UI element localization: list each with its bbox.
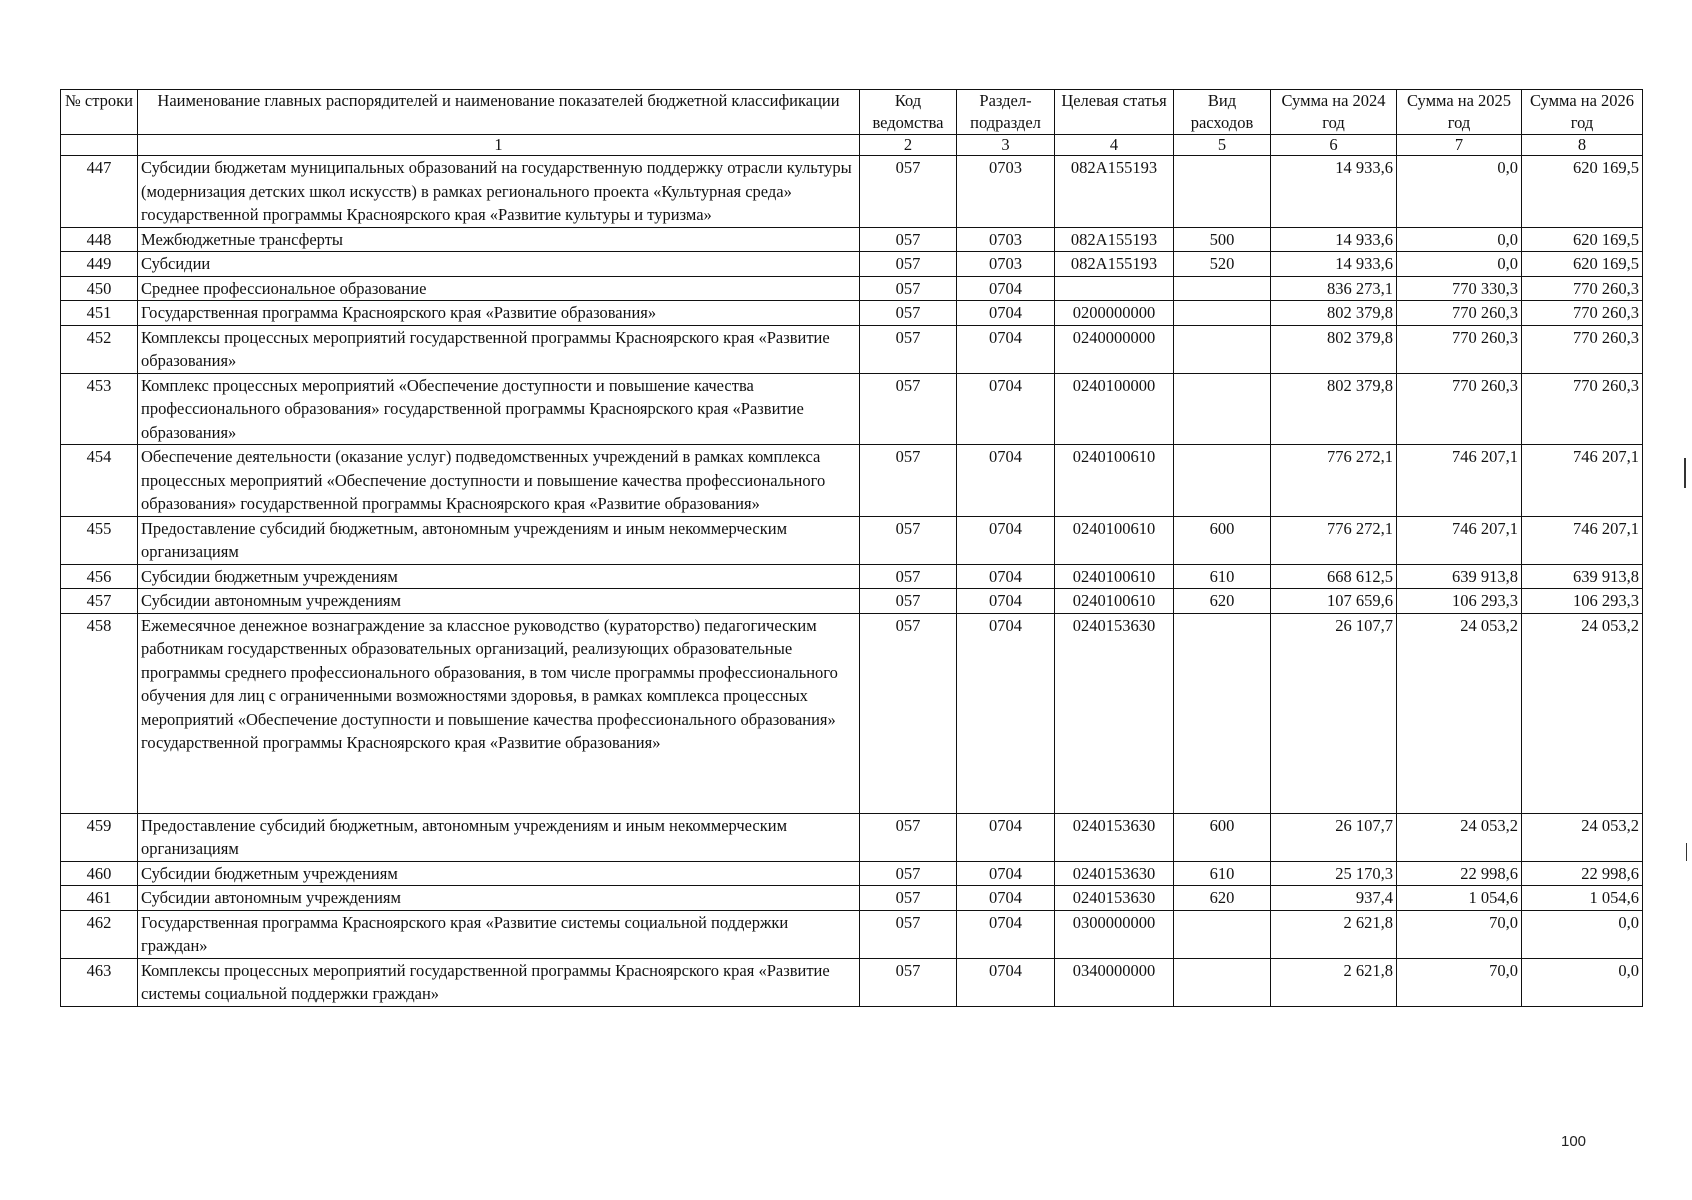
row-expense-kind — [1174, 613, 1271, 813]
row-target-article: 0240100610 — [1055, 564, 1174, 589]
row-sum-2026: 770 260,3 — [1522, 301, 1643, 326]
row-target-article: 082A155193 — [1055, 156, 1174, 228]
row-number: 463 — [61, 958, 138, 1006]
row-sum-2024: 2 621,8 — [1271, 958, 1397, 1006]
row-expense-kind — [1174, 276, 1271, 301]
row-expense-kind: 520 — [1174, 252, 1271, 277]
row-expense-kind — [1174, 958, 1271, 1006]
row-sum-2026: 0,0 — [1522, 958, 1643, 1006]
row-number: 447 — [61, 156, 138, 228]
page-number: 100 — [1561, 1133, 1587, 1150]
row-target-article: 082A155193 — [1055, 227, 1174, 252]
header-sum-2024: Сумма на 2024 год — [1271, 90, 1397, 135]
row-sum-2024: 668 612,5 — [1271, 564, 1397, 589]
column-number: 5 — [1174, 135, 1271, 156]
table-row — [61, 613, 1643, 813]
row-expense-kind: 620 — [1174, 589, 1271, 614]
row-sum-2026: 746 207,1 — [1522, 445, 1643, 517]
row-target-article: 0240153630 — [1055, 861, 1174, 886]
row-expense-kind — [1174, 156, 1271, 228]
row-sum-2026: 0,0 — [1522, 910, 1643, 958]
row-sum-2024: 776 272,1 — [1271, 445, 1397, 517]
row-name: Обеспечение деятельности (оказание услуг) подведомственных учреждений в рамках комплекса процессных мероприятий «Обеспечение доступности и повышение качества профессионального образования» государственной программы Красноярского края «Развитие образования» — [138, 445, 860, 517]
row-number: 454 — [61, 445, 138, 517]
row-name: Комплекс процессных мероприятий «Обеспечение доступности и повышение качества профессионального образования» государственной программы Красноярского края «Развитие образования» — [138, 373, 860, 445]
column-number: 3 — [957, 135, 1055, 156]
row-expense-kind: 620 — [1174, 886, 1271, 911]
row-dept-code: 057 — [860, 958, 957, 1006]
row-number: 452 — [61, 325, 138, 373]
row-dept-code: 057 — [860, 613, 957, 813]
row-section: 0704 — [957, 861, 1055, 886]
row-dept-code: 057 — [860, 589, 957, 614]
row-sum-2024: 26 107,7 — [1271, 813, 1397, 861]
row-section: 0704 — [957, 589, 1055, 614]
row-section: 0704 — [957, 301, 1055, 326]
row-sum-2024: 14 933,6 — [1271, 252, 1397, 277]
row-sum-2025: 770 260,3 — [1397, 373, 1522, 445]
table-row — [61, 516, 1643, 564]
row-dept-code: 057 — [860, 373, 957, 445]
row-target-article: 0300000000 — [1055, 910, 1174, 958]
row-section: 0703 — [957, 252, 1055, 277]
table-row — [61, 910, 1643, 958]
row-sum-2026: 770 260,3 — [1522, 325, 1643, 373]
row-dept-code: 057 — [860, 252, 957, 277]
header-section: Раздел-подраздел — [957, 90, 1055, 135]
row-section: 0703 — [957, 227, 1055, 252]
table-row — [61, 325, 1643, 373]
row-sum-2024: 776 272,1 — [1271, 516, 1397, 564]
row-section: 0703 — [957, 156, 1055, 228]
row-sum-2025: 106 293,3 — [1397, 589, 1522, 614]
row-sum-2024: 802 379,8 — [1271, 373, 1397, 445]
table-row — [61, 445, 1643, 517]
row-sum-2025: 770 330,3 — [1397, 276, 1522, 301]
row-target-article: 0240153630 — [1055, 886, 1174, 911]
row-sum-2025: 746 207,1 — [1397, 445, 1522, 517]
row-sum-2024: 26 107,7 — [1271, 613, 1397, 813]
row-dept-code: 057 — [860, 301, 957, 326]
row-name: Комплексы процессных мероприятий государственной программы Красноярского края «Развитие образования» — [138, 325, 860, 373]
row-expense-kind: 610 — [1174, 564, 1271, 589]
column-number — [61, 135, 138, 156]
header-row — [61, 90, 1643, 135]
table-row — [61, 252, 1643, 277]
row-number: 462 — [61, 910, 138, 958]
row-number: 458 — [61, 613, 138, 813]
row-expense-kind: 500 — [1174, 227, 1271, 252]
row-number: 449 — [61, 252, 138, 277]
row-number: 457 — [61, 589, 138, 614]
table-row — [61, 564, 1643, 589]
row-section: 0704 — [957, 276, 1055, 301]
row-name: Субсидии бюджетным учреждениям — [138, 861, 860, 886]
header-dept-code: Код ведомства — [860, 90, 957, 135]
row-expense-kind — [1174, 445, 1271, 517]
row-section: 0704 — [957, 516, 1055, 564]
row-sum-2026: 22 998,6 — [1522, 861, 1643, 886]
table-row — [61, 589, 1643, 614]
table-row — [61, 861, 1643, 886]
scan-edge-mark — [1686, 843, 1687, 861]
row-sum-2025: 1 054,6 — [1397, 886, 1522, 911]
header-name: Наименование главных распорядителей и наименование показателей бюджетной классификации — [138, 90, 860, 135]
row-target-article: 0240153630 — [1055, 613, 1174, 813]
table-row — [61, 373, 1643, 445]
table-row — [61, 958, 1643, 1006]
table-row — [61, 227, 1643, 252]
table-body — [61, 156, 1643, 1007]
column-number: 6 — [1271, 135, 1397, 156]
row-expense-kind — [1174, 325, 1271, 373]
row-number: 450 — [61, 276, 138, 301]
column-number: 4 — [1055, 135, 1174, 156]
row-target-article: 082A155193 — [1055, 252, 1174, 277]
header-expense-kind: Вид расходов — [1174, 90, 1271, 135]
row-sum-2024: 107 659,6 — [1271, 589, 1397, 614]
table-row — [61, 886, 1643, 911]
row-sum-2025: 70,0 — [1397, 958, 1522, 1006]
row-dept-code: 057 — [860, 445, 957, 517]
row-name: Субсидии бюджетным учреждениям — [138, 564, 860, 589]
column-number: 8 — [1522, 135, 1643, 156]
row-sum-2026: 24 053,2 — [1522, 613, 1643, 813]
row-number: 459 — [61, 813, 138, 861]
row-sum-2026: 770 260,3 — [1522, 373, 1643, 445]
row-name: Субсидии — [138, 252, 860, 277]
row-sum-2024: 802 379,8 — [1271, 301, 1397, 326]
row-sum-2025: 770 260,3 — [1397, 325, 1522, 373]
row-sum-2025: 0,0 — [1397, 227, 1522, 252]
row-name: Комплексы процессных мероприятий государственной программы Красноярского края «Развитие системы социальной поддержки граждан» — [138, 958, 860, 1006]
row-sum-2025: 22 998,6 — [1397, 861, 1522, 886]
row-number: 455 — [61, 516, 138, 564]
row-sum-2026: 106 293,3 — [1522, 589, 1643, 614]
budget-table — [60, 89, 1643, 1007]
row-name: Государственная программа Красноярского края «Развитие образования» — [138, 301, 860, 326]
column-number-row — [61, 135, 1643, 156]
row-target-article: 0240100610 — [1055, 516, 1174, 564]
row-sum-2024: 2 621,8 — [1271, 910, 1397, 958]
table-row — [61, 156, 1643, 228]
row-section: 0704 — [957, 373, 1055, 445]
column-number: 7 — [1397, 135, 1522, 156]
row-sum-2026: 620 169,5 — [1522, 156, 1643, 228]
row-dept-code: 057 — [860, 910, 957, 958]
row-number: 448 — [61, 227, 138, 252]
row-dept-code: 057 — [860, 156, 957, 228]
row-dept-code: 057 — [860, 813, 957, 861]
row-expense-kind — [1174, 301, 1271, 326]
header-row-number: № строки — [61, 90, 138, 135]
row-expense-kind — [1174, 373, 1271, 445]
row-dept-code: 057 — [860, 516, 957, 564]
row-dept-code: 057 — [860, 276, 957, 301]
header-target-article: Целевая статья — [1055, 90, 1174, 135]
row-sum-2025: 746 207,1 — [1397, 516, 1522, 564]
row-target-article: 0240100610 — [1055, 589, 1174, 614]
row-sum-2024: 14 933,6 — [1271, 227, 1397, 252]
row-name: Предоставление субсидий бюджетным, автономным учреждениям и иным некоммерческим организациям — [138, 813, 860, 861]
row-expense-kind: 600 — [1174, 516, 1271, 564]
column-number: 2 — [860, 135, 957, 156]
row-dept-code: 057 — [860, 325, 957, 373]
row-number: 451 — [61, 301, 138, 326]
row-target-article: 0240100610 — [1055, 445, 1174, 517]
row-sum-2025: 0,0 — [1397, 252, 1522, 277]
row-sum-2026: 746 207,1 — [1522, 516, 1643, 564]
row-name: Ежемесячное денежное вознаграждение за классное руководство (кураторство) педагогическим работникам государственных образовательных организаций, реализующих образовательные программы среднего профессионального образования, в том числе программы профессионального обучения для лиц с ограниченными возможностями здоровья, в рамках комплекса процессных мероприятий «Обеспечение доступности и повышение качества профессионального образования» государственной программы Красноярского края «Развитие образования» — [138, 613, 860, 813]
table-row — [61, 301, 1643, 326]
row-sum-2026: 620 169,5 — [1522, 227, 1643, 252]
row-sum-2025: 770 260,3 — [1397, 301, 1522, 326]
row-section: 0704 — [957, 445, 1055, 517]
row-dept-code: 057 — [860, 861, 957, 886]
row-section: 0704 — [957, 325, 1055, 373]
row-expense-kind — [1174, 910, 1271, 958]
row-target-article — [1055, 276, 1174, 301]
row-dept-code: 057 — [860, 564, 957, 589]
row-sum-2024: 937,4 — [1271, 886, 1397, 911]
table-row — [61, 813, 1643, 861]
row-section: 0704 — [957, 813, 1055, 861]
column-number: 1 — [138, 135, 860, 156]
row-section: 0704 — [957, 958, 1055, 1006]
row-name: Субсидии автономным учреждениям — [138, 886, 860, 911]
row-target-article: 0240000000 — [1055, 325, 1174, 373]
row-dept-code: 057 — [860, 886, 957, 911]
row-sum-2026: 24 053,2 — [1522, 813, 1643, 861]
header-sum-2026: Сумма на 2026 год — [1522, 90, 1643, 135]
row-section: 0704 — [957, 564, 1055, 589]
row-name: Субсидии бюджетам муниципальных образований на государственную поддержку отрасли культуры (модернизация детских школ искусств) в рамках регионального проекта «Культурная среда» государственной программы Красноярского края «Развитие культуры и туризма» — [138, 156, 860, 228]
row-sum-2026: 639 913,8 — [1522, 564, 1643, 589]
row-target-article: 0200000000 — [1055, 301, 1174, 326]
row-sum-2025: 639 913,8 — [1397, 564, 1522, 589]
row-name: Государственная программа Красноярского края «Развитие системы социальной поддержки граждан» — [138, 910, 860, 958]
row-sum-2024: 802 379,8 — [1271, 325, 1397, 373]
row-section: 0704 — [957, 910, 1055, 958]
row-sum-2024: 14 933,6 — [1271, 156, 1397, 228]
row-sum-2024: 836 273,1 — [1271, 276, 1397, 301]
row-sum-2025: 24 053,2 — [1397, 813, 1522, 861]
row-expense-kind: 610 — [1174, 861, 1271, 886]
row-sum-2025: 70,0 — [1397, 910, 1522, 958]
row-sum-2026: 620 169,5 — [1522, 252, 1643, 277]
row-target-article: 0340000000 — [1055, 958, 1174, 1006]
row-number: 460 — [61, 861, 138, 886]
row-target-article: 0240100000 — [1055, 373, 1174, 445]
row-dept-code: 057 — [860, 227, 957, 252]
row-sum-2024: 25 170,3 — [1271, 861, 1397, 886]
row-target-article: 0240153630 — [1055, 813, 1174, 861]
row-number: 456 — [61, 564, 138, 589]
row-expense-kind: 600 — [1174, 813, 1271, 861]
header-sum-2025: Сумма на 2025 год — [1397, 90, 1522, 135]
row-sum-2026: 1 054,6 — [1522, 886, 1643, 911]
row-sum-2026: 770 260,3 — [1522, 276, 1643, 301]
row-sum-2025: 24 053,2 — [1397, 613, 1522, 813]
row-number: 461 — [61, 886, 138, 911]
scan-edge-mark — [1684, 458, 1686, 488]
row-name: Межбюджетные трансферты — [138, 227, 860, 252]
row-sum-2025: 0,0 — [1397, 156, 1522, 228]
row-name: Субсидии автономным учреждениям — [138, 589, 860, 614]
table-row — [61, 276, 1643, 301]
row-name: Предоставление субсидий бюджетным, автономным учреждениям и иным некоммерческим организациям — [138, 516, 860, 564]
row-section: 0704 — [957, 613, 1055, 813]
row-number: 453 — [61, 373, 138, 445]
row-section: 0704 — [957, 886, 1055, 911]
row-name: Среднее профессиональное образование — [138, 276, 860, 301]
